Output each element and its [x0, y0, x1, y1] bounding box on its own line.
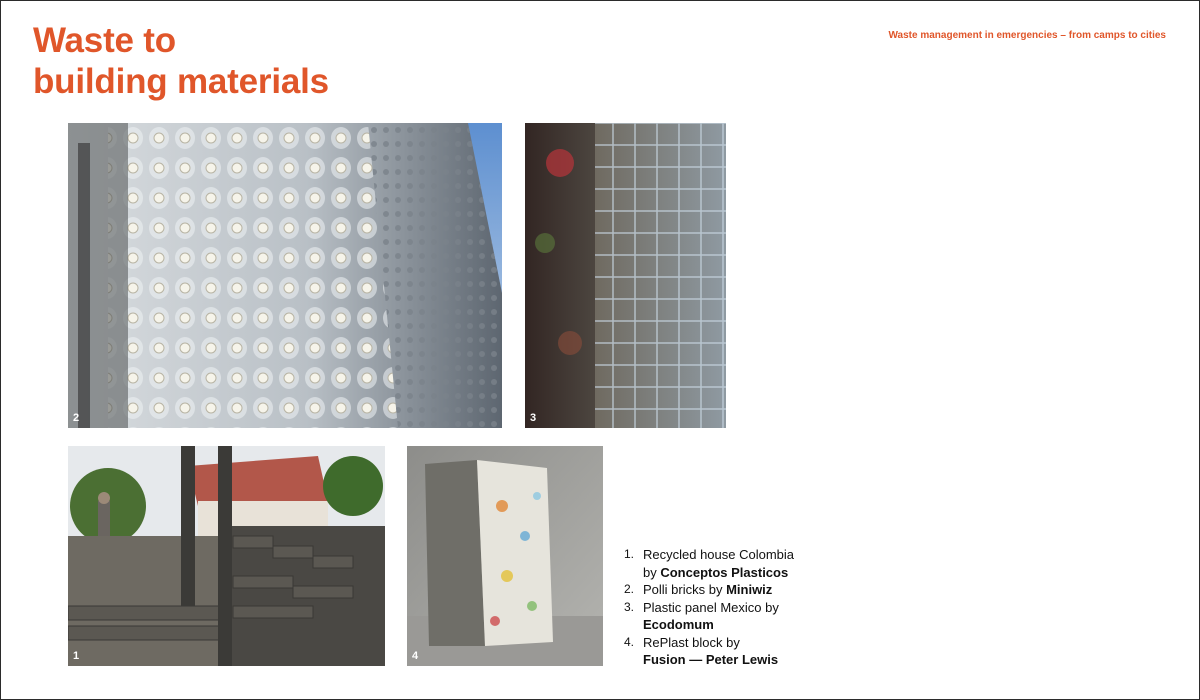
photo-replast-block	[407, 446, 603, 666]
photo-number: 4	[412, 650, 419, 662]
caption-author: Fusion — Peter Lewis	[643, 652, 779, 667]
caption-item	[624, 546, 874, 581]
photo-number: 3	[530, 412, 537, 424]
title-line-1: Waste to	[33, 21, 176, 60]
caption-number: 4.	[624, 634, 635, 649]
photo-polli-bricks	[68, 123, 502, 428]
photo-number: 1	[73, 650, 80, 662]
recycled-house-image	[68, 446, 385, 666]
photo-number: 2	[73, 412, 80, 424]
photo-recycled-house	[68, 446, 385, 666]
plastic-panel-image	[525, 123, 726, 428]
page-subtitle: Waste management in emergencies – from camps to cities	[888, 30, 1166, 41]
caption-item	[624, 634, 874, 669]
caption-text: by	[643, 564, 661, 580]
polli-bricks-image	[68, 123, 502, 428]
caption-number: 3.	[624, 599, 635, 614]
photo-captions-list	[624, 546, 874, 669]
page-title	[33, 20, 329, 102]
caption-text: Polli bricks by	[643, 582, 727, 597]
caption-text: Plastic panel Mexico by	[643, 599, 779, 615]
caption-item	[624, 581, 874, 599]
caption-author: Ecodomum	[643, 617, 714, 632]
photo-plastic-panel	[525, 123, 726, 428]
caption-number: 1.	[624, 547, 635, 561]
caption-number: 2.	[624, 582, 635, 596]
caption-author: Conceptos Plasticos	[660, 564, 789, 580]
caption-text: RePlast block by	[643, 634, 740, 650]
replast-block-image	[407, 446, 603, 666]
title-line-2: building materials	[33, 62, 329, 101]
caption-item	[624, 599, 874, 634]
caption-author: Miniwiz	[726, 582, 773, 597]
caption-text: Recycled house Colombia	[643, 547, 795, 562]
